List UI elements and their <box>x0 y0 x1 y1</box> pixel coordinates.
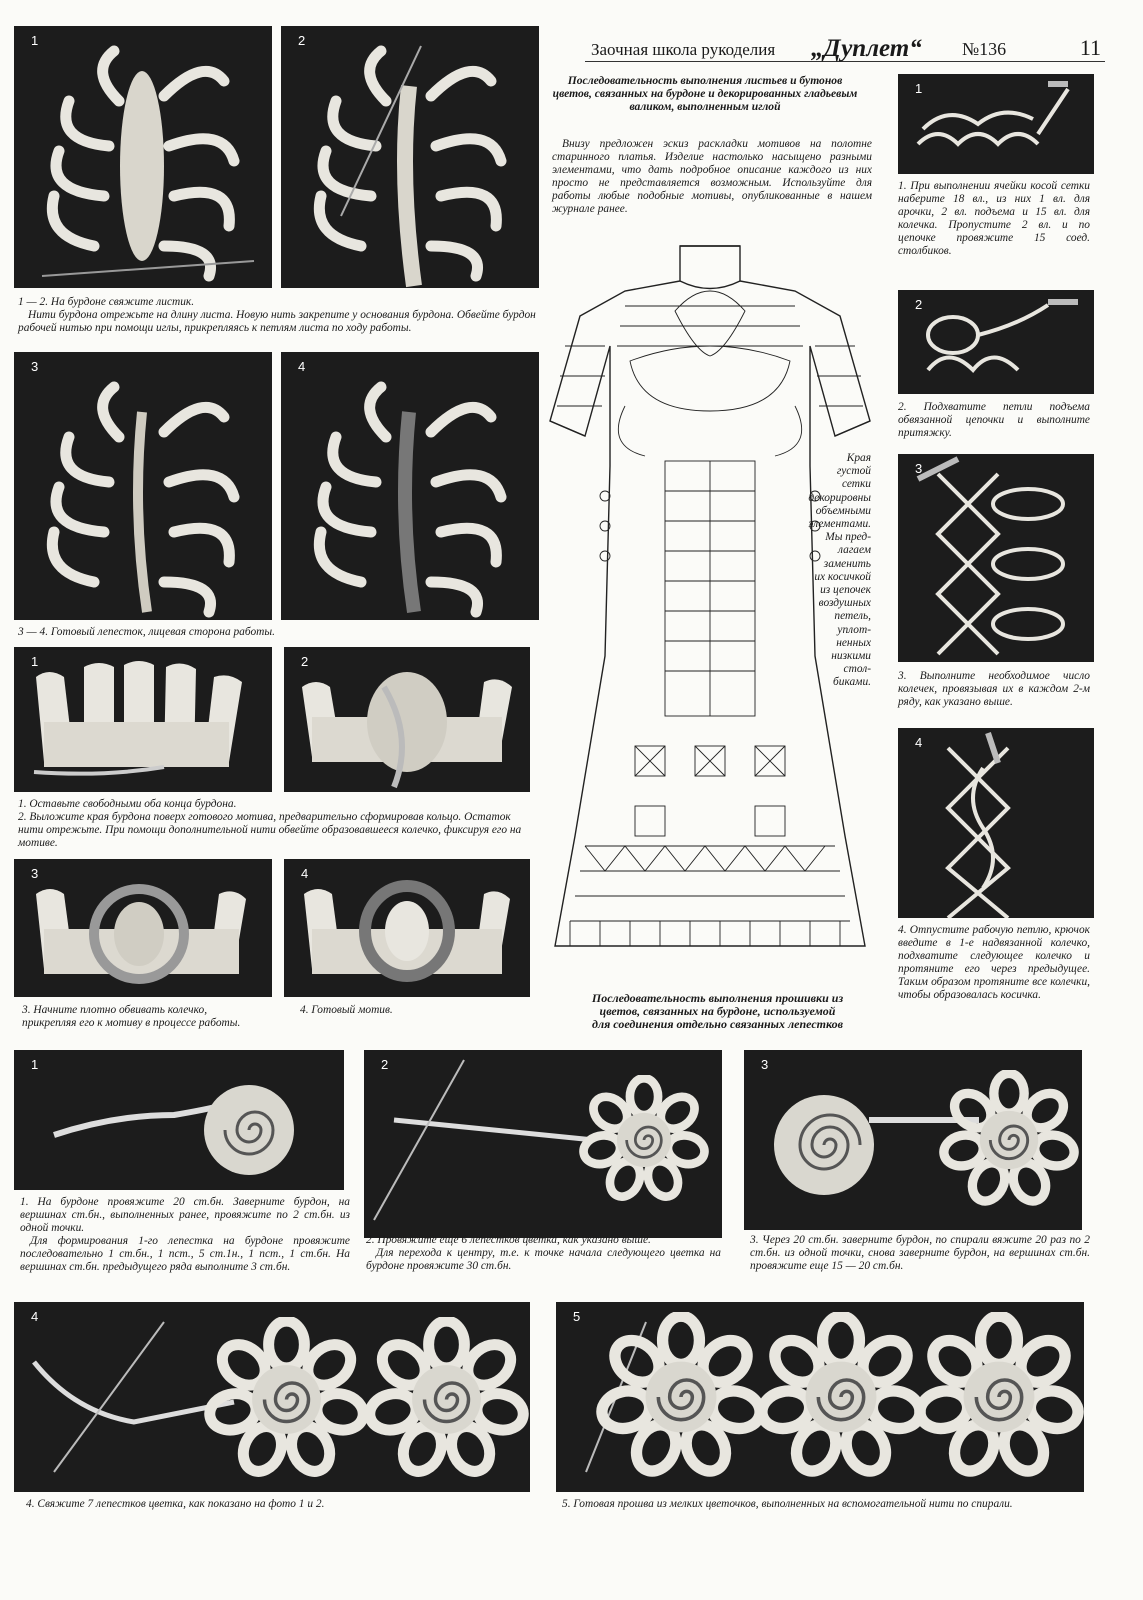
bud-photo-2 <box>284 647 530 792</box>
step-marker: 2 <box>371 1055 393 1077</box>
leaf-caption-3-4: 3 — 4. Готовый лепесток, лицевая сторона работы. <box>18 626 275 638</box>
flower-caption-5: 5. Готовая прошва из мелких цветочков, выполненных на вспомогательной нити по спирали. <box>562 1498 1013 1510</box>
step-marker: 3 <box>751 1055 773 1077</box>
flower-caption-4: 4. Свяжите 7 лепестков цветка, как показано на фото 1 и 2. <box>26 1498 325 1510</box>
mesh-photo-3 <box>898 454 1094 662</box>
step-marker: 2 <box>291 652 313 674</box>
step-marker: 3 <box>21 864 43 886</box>
bud-photo-3 <box>14 859 272 997</box>
step-marker: 1 <box>21 652 43 674</box>
step-marker: 4 <box>21 1307 43 1329</box>
mesh-caption-1: 1. При выполнении ячейки косой сетки наберите 18 вл., из них 1 вл. для арочки, 2 вл. подъема и 15 вл. для колечка. Пропустите 2 вл. и по цепочке провяжите 15 соед. столбиков. <box>898 180 1090 257</box>
step-marker: 4 <box>288 357 310 379</box>
step-marker: 3 <box>905 459 927 481</box>
leaf-caption-1-2: 1 — 2. На бурдоне свяжите листик. Нити бурдона отрежьте на длину листа. Новую нить закрепите у основания бурдона. Обвейте бурдон рабочей нитью при помощи иглы, прикрепляясь к петлям листа по ходу работы. <box>18 296 536 334</box>
step-marker: 2 <box>905 295 927 317</box>
mesh-photo-2 <box>898 290 1094 394</box>
page-number: 11 <box>1079 35 1101 60</box>
intro-text: Внизу предложен эскиз раскладки мотивов на полотне старинного платья. Изделие настолько насыщено разными элементами, что дать подробное описание каждого из них просто не представляется возможным. Используйте для работы любые подобные мотивы, опубликованные в нашем журнале ранее. <box>552 138 872 215</box>
bud-caption-4: 4. Готовый мотив. <box>300 1004 393 1016</box>
leaf-photo-4 <box>281 352 539 620</box>
flower-photo-4 <box>14 1302 530 1492</box>
flower-caption-2: 2. Провяжите еще 6 лепестков цветка, как указано выше. Для перехода к центру, т.е. к точке начала следующего цветка на бурдоне провяжите 30 ст.бн. <box>366 1234 721 1272</box>
flower-photo-1 <box>14 1050 344 1190</box>
step-marker: 4 <box>905 733 927 755</box>
flower-photo-3 <box>744 1050 1082 1230</box>
bud-caption-3: 3. Начните плотно обвивать колечко, прикрепляя его к мотиву в процессе работы. <box>22 1004 241 1029</box>
step-marker: 1 <box>21 1055 43 1077</box>
flower-photo-2 <box>364 1050 722 1238</box>
step-marker: 4 <box>291 864 313 886</box>
step-marker: 2 <box>288 31 310 53</box>
mesh-caption-2: 2. Подхватите петли подъема обвязанной цепочки и выполните притяжку. <box>898 401 1090 439</box>
bud-caption-1-2: 1. Оставьте свободными оба конца бурдона. 2. Выложите края бурдона поверх готового мотива, предварительно сформировав кольцо. Остаток нити отрежьте. При помощи дополнительной нити обвейте образовавшееся колечко, фиксируя его на мотиве. <box>18 798 522 849</box>
leaf-photo-1 <box>14 26 272 288</box>
flower-photo-5 <box>556 1302 1084 1492</box>
dress-note: Края густой сетки декорировны объемными элементами. Мы пред- лагаем заменить их косичкой из цепочек воздушных петель, уплот- ненных низкими стол- биками. <box>808 452 871 689</box>
magazine-name: „Дуплет“ <box>811 35 922 62</box>
page-header <box>585 34 1105 62</box>
mesh-caption-3: 3. Выполните необходимое число колечек, провязывая их в каждом 2-м ряду, как указано выше. <box>898 670 1090 708</box>
dress-caption: Последовательность выполнения прошивки из цветов, связанных на бурдоне, используемой для соединения отдельно связанных лепестков <box>591 991 844 1031</box>
mesh-caption-4: 4. Отпустите рабочую петлю, крючок введите в 1-е надвязанной колечко, подхватите следующее колечко и протяните его через предыдущее. Таким образом протяните все колечки, чтобы образовалась косичка. <box>898 924 1090 1001</box>
school-name: Заочная школа рукоделия <box>591 40 776 59</box>
intro-title: Последовательность выполнения листьев и бутонов цветов, связанных на бурдоне и декорированных гладьевым валиком, выполненным иглой <box>552 74 858 113</box>
step-marker: 3 <box>21 357 43 379</box>
step-marker: 5 <box>563 1307 585 1329</box>
leaf-photo-3 <box>14 352 272 620</box>
flower-caption-1: 1. На бурдоне провяжите 20 ст.бн. Заверните бурдон, на вершинах ст.бн., выполненных ранее, провяжите по 2 ст.бн. из одной точки. Для формирования 1-го лепестка на бурдоне провяжите последовательно 1 ст.бн., 1 пст., 5 ст.1н., 1 пст., 1 ст.бн. На вершинах ст.бн. предыдущего ряда выполните 3 ст.бн. <box>20 1196 350 1273</box>
leaf-photo-2 <box>281 26 539 288</box>
flower-caption-3: 3. Через 20 ст.бн. заверните бурдон, по спирали вяжите 20 раз по 2 ст.бн. из одной точки, снова заверните бурдон, на вершинах ст.бн. провяжите еще 15 — 20 ст.бн. <box>750 1234 1090 1272</box>
bud-photo-4 <box>284 859 530 997</box>
mesh-photo-4 <box>898 728 1094 918</box>
issue-number: №136 <box>962 39 1007 59</box>
step-marker: 1 <box>21 31 43 53</box>
bud-photo-1 <box>14 647 272 792</box>
step-marker: 1 <box>905 79 927 101</box>
mesh-photo-1 <box>898 74 1094 174</box>
